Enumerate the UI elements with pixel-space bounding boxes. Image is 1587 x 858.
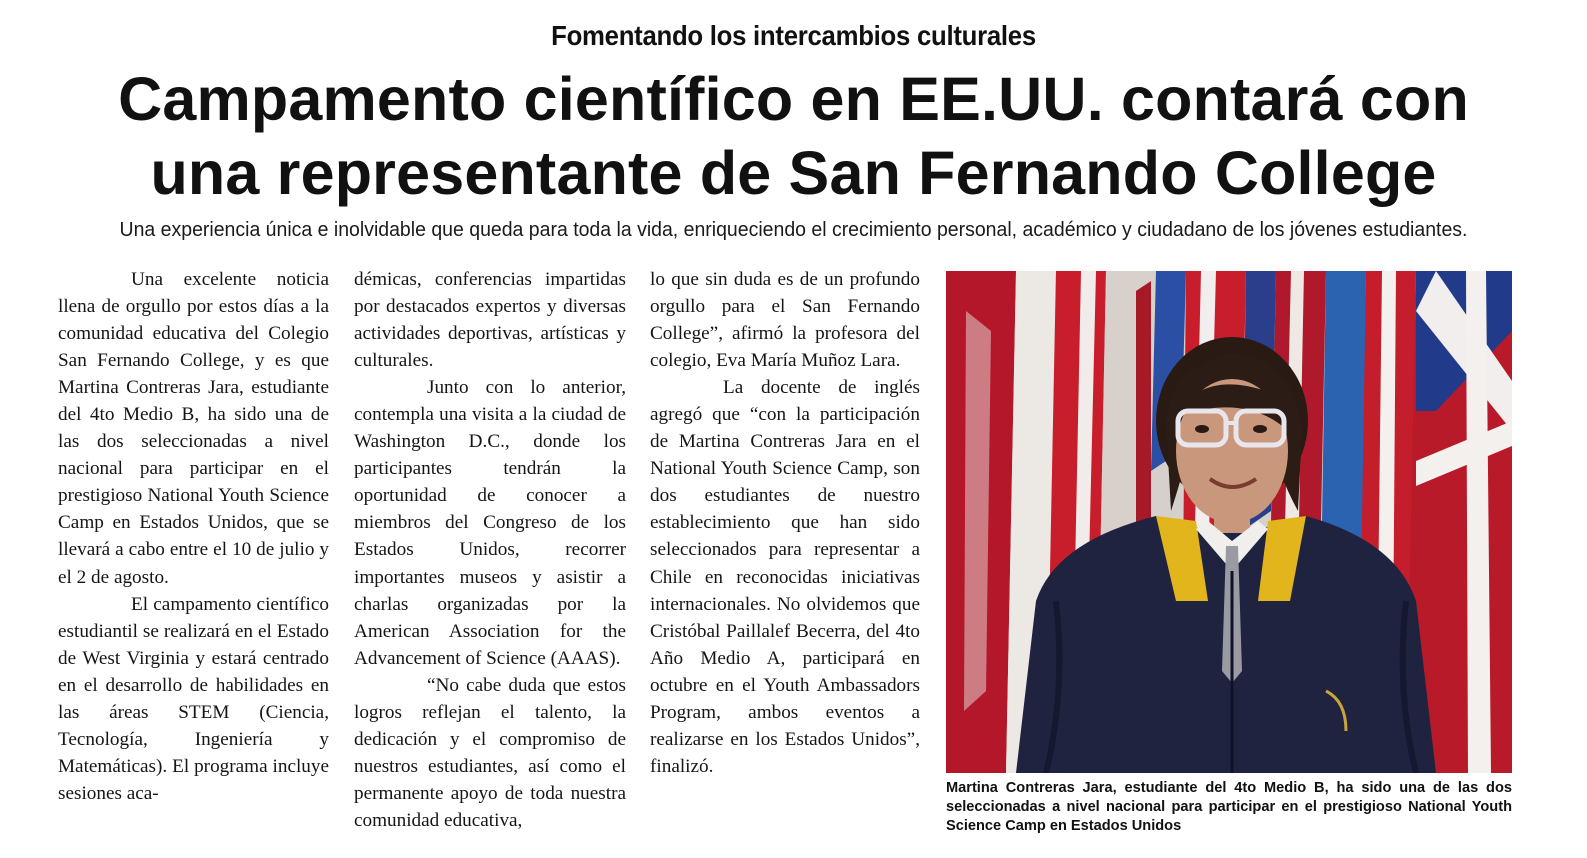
headline-line-1: Campamento científico en EE.UU. contará con — [118, 65, 1469, 133]
paragraph: démicas, conferencias impartidas por destacados expertos y diversas actividades deportivas, artísticas y culturales. — [354, 269, 626, 372]
article-column-3 — [650, 266, 920, 780]
article-column-2 — [354, 266, 626, 834]
photo-caption: Martina Contreras Jara, estudiante del 4to Medio B, ha sido una de las dos seleccionadas a nivel nacional para participar en el prestigioso National Youth Science Camp en Estados Unidos — [946, 780, 1512, 834]
article-column-1 — [58, 266, 329, 807]
headline — [0, 62, 1587, 210]
kicker: Fomentando los intercambios culturales — [551, 20, 1036, 51]
paragraph: La docente de inglés agregó que “con la participación de Martina Contreras Jara en el National Youth Science Camp, son dos estudiantes de nuestro establecimiento que han sido seleccionados para representar a Chile en reconocidas iniciativas internacionales. No olvidemos que Cristóbal Paillalef Becerra, del 4to Año Medio A, participará en octubre en el Youth Ambassadors Program, ambos eventos a realizarse en los Estados Unidos”, finalizó. — [650, 377, 920, 777]
paragraph: “No cabe duda que estos logros reflejan el talento, la dedicación y el compromiso de nuestros estudiantes, así como el permanente apoyo de toda nuestra comunidad educativa, — [354, 674, 626, 831]
paragraph: El campamento científico estudiantil se realizará en el Estado de West Virginia y estará centrado en el desarrollo de habilidades en las áreas STEM (Ciencia, Tecnología, Ingeniería y Matemáticas). El programa incluye sesiones aca- — [58, 593, 329, 804]
paragraph: lo que sin duda es de un profundo orgullo para el San Fernando College”, afirmó la profesora del colegio, Eva María Muñoz Lara. — [650, 269, 920, 372]
paragraph: Junto con lo anterior, contempla una visita a la ciudad de Washington D.C., donde los participantes tendrán la oportunidad de conocer a miembros del Congreso de los Estados Unidos, recorrer importantes museos y asistir a charlas organizadas por la American Association for the Advancement of Science (AAAS). — [354, 377, 626, 669]
paragraph: Una excelente noticia llena de orgullo por estos días a la comunidad educativa del Colegio San Fernando College, y es que Martina Contreras Jara, estudiante del 4to Medio B, ha sido una de las dos seleccionadas a nivel nacional para participar en el prestigioso National Youth Science Camp en Estados Unidos, que se llevará a cabo entre el 10 de julio y el 2 de agosto. — [58, 269, 329, 588]
headline-line-2: una representante de San Fernando College — [150, 139, 1437, 207]
subhead: Una experiencia única e inolvidable que queda para toda la vida, enriqueciendo el crecimiento personal, académico y ciudadano de los jóvenes estudiantes. — [119, 218, 1468, 241]
student-photo — [946, 271, 1512, 773]
